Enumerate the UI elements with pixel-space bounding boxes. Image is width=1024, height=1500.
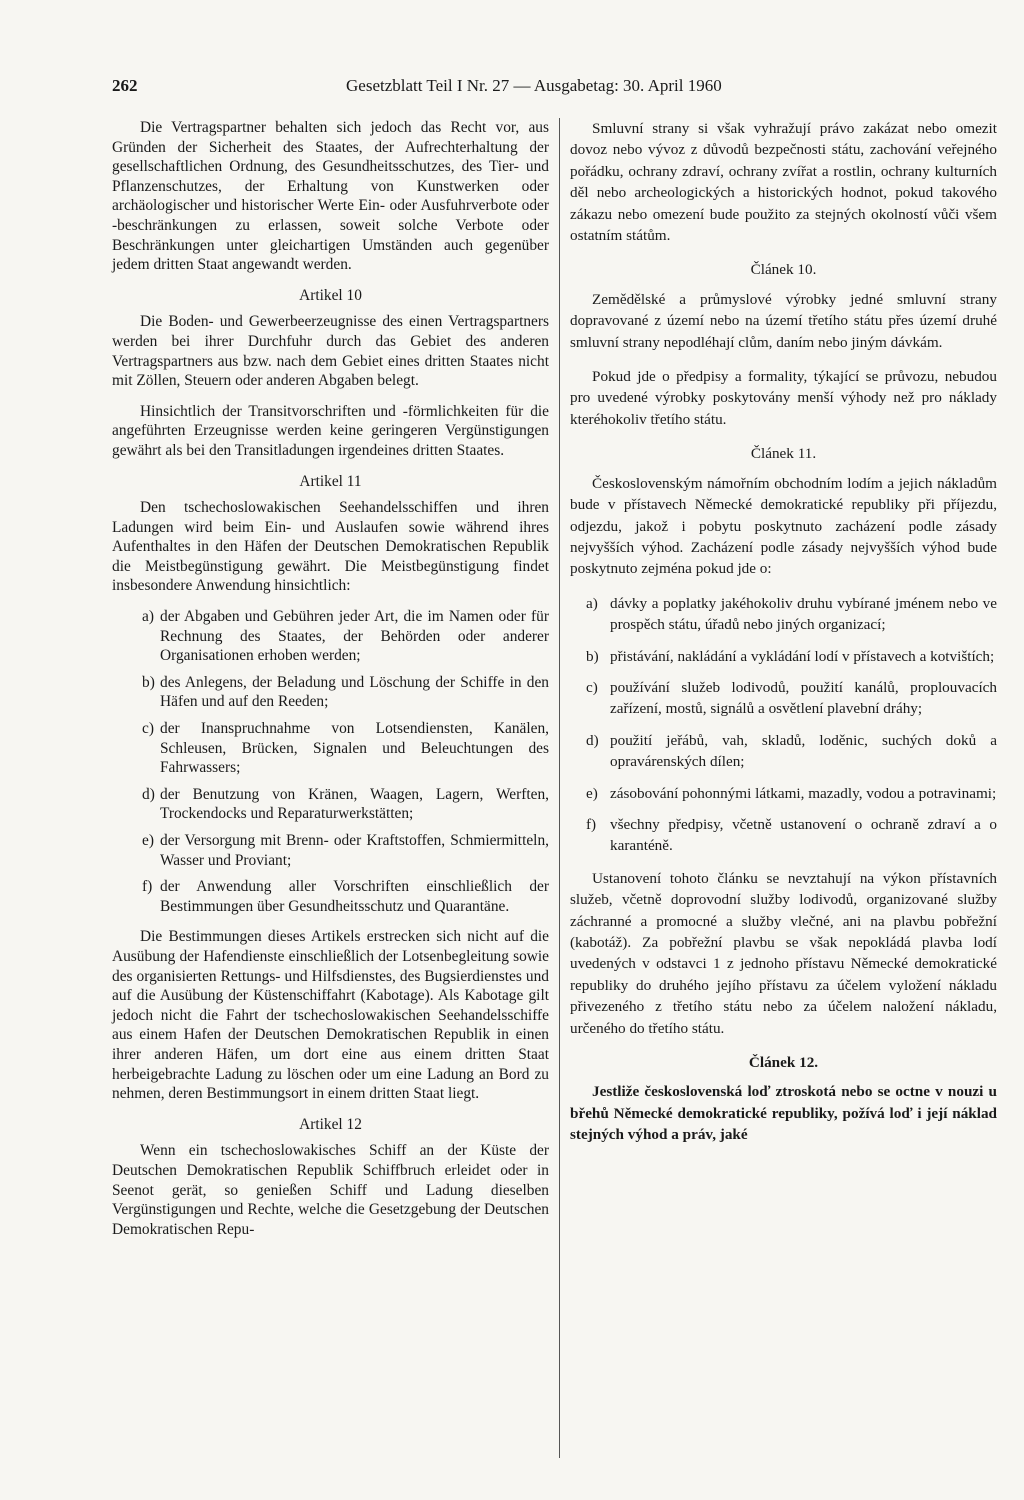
list-item [112, 831, 549, 870]
article-11-list [112, 607, 549, 916]
list-item-text: použití jeřábů, vah, skladů, loděnic, suchých doků a opravárenských dílen; [610, 731, 997, 771]
list-item-text: der Versorgung mit Brenn- oder Kraftstoffen, Schmiermitteln, Wasser und Proviant; [160, 832, 549, 869]
list-item-label: d) [142, 785, 155, 803]
article-12-paragraph-1: Jestliže československá loď ztroskotá nebo se octne v nouzi u břehů Německé demokratické republiky, požívá loď i její náklad stejných výhod a práv, jaké [570, 1083, 997, 1144]
article-11-heading: Artikel 11 [299, 472, 362, 490]
list-item-text: dávky a poplatky jakéhokoliv druhu vybírané jménem nebo ve prospěch státu, úřadů nebo jiných organizací; [610, 594, 997, 634]
list-item-text: der Abgaben und Gebühren jeder Art, die im Namen oder für Rechnung des Staates, der Behörden oder anderer Organisationen erhoben werden; [160, 608, 549, 665]
list-item-label: d) [586, 731, 599, 749]
article-11-paragraph-2: Ustanovení tohoto článku se nevztahují na výkon přístavních služeb, včetně doprovodní služby lodivodů, organizované služby záchranné a promocné a služby vlečné, ani na plavbu pobřežní (kabotáž). Za pobřežní plavbu se však nepokládá plavba lodí uvedených v odstavci 1 z jednoho přístavu Německé demokratické republiky do druhého jejího přístavu za účelem vyložení nákladu přivezeného z třetího státu nebo za účelem naložení nákladu, určeného do třetího státu. [570, 869, 997, 1037]
article-10-heading: Artikel 10 [299, 286, 362, 304]
article-10-paragraph-1: Zemědělské a průmyslové výrobky jedné smluvní strany dopravované z území nebo na území třetího státu přes území druhé smluvní strany nepodléhají clům, daním nebo jiným dávkám. [570, 290, 997, 351]
article-11-paragraph-1: Den tschechoslowakischen Seehandelsschiffen und ihren Ladungen wird beim Ein- und Auslaufen sowie während ihres Aufenthaltes in den Häfen der Deutschen Demokratischen Republik die Meistbegünstigung gewährt. Die Meistbegünstigung findet insbesondere Anwendung hinsichtlich: [112, 499, 549, 595]
list-item-label: e) [586, 784, 598, 802]
article-10-paragraph-2: Pokud jde o předpisy a formality, týkající se průvozu, nebudou pro uvedené výrobky poskytovány menší výhody než pro náklady kteréhokoliv třetího státu. [570, 368, 997, 428]
list-item [570, 783, 997, 804]
article-10-paragraph-1: Die Boden- und Gewerbeerzeugnisse des einen Vertragspartners werden bei ihrer Durchfuhr durch das Gebiet des anderen Vertragspartners aus bzw. nach dem Gebiet eines dritten Staates nicht mit Zöllen, Steuern oder anderen Abgaben belegt. [112, 313, 549, 390]
list-item [112, 785, 549, 824]
list-item-label: f) [142, 878, 153, 896]
german-column [112, 118, 549, 1250]
list-item [112, 607, 549, 666]
list-item-label: b) [142, 673, 155, 691]
article-10-heading: Článek 10. [750, 261, 817, 279]
list-item [570, 677, 997, 720]
intro-paragraph: Smluvní strany si však vyhražují právo zakázat nebo omezit dovoz nebo vývoz z důvodů bezpečnosti státu, zachování veřejného pořádku, ochrany zdraví, ochrany zvířat a rostlin, ochrany kulturních děl nebo archeologických a historických hodnot, pokud takového zákazu nebo omezení bude použito za stejných okolností vůči všem ostatním státům. [570, 120, 997, 245]
list-item [112, 673, 549, 712]
list-item-label: a) [586, 594, 598, 612]
list-item-text: der Inanspruchnahme von Lotsendiensten, Kanälen, Schleusen, Brücken, Signalen und Beleuchtungen des Fahrwassers; [160, 720, 549, 777]
article-12-heading: Článek 12. [748, 1054, 819, 1072]
list-item [570, 730, 997, 773]
list-item-label: b) [586, 647, 599, 665]
article-12-heading: Artikel 12 [299, 1115, 362, 1133]
running-head: Gesetzblatt Teil I Nr. 27 — Ausgabetag: 30. April 1960 [346, 76, 722, 95]
article-10-paragraph-2: Hinsichtlich der Transitvorschriften und -förmlichkeiten für die angeführten Erzeugnisse werden keine geringeren Vergünstigungen gewährt als bei den Transitladungen irgendeines dritten Staates. [112, 402, 549, 459]
intro-paragraph: Die Vertragspartner behalten sich jedoch das Recht vor, aus Gründen der Sicherheit des Staates, der Aufrechterhaltung der gesellschaftlichen Ordnung, des Gesundheitsschutzes, des Tier- und Pflanzenschutzes, der Erhaltung von Kunstwerken oder archäologischer und historischer Werte Ein- oder Ausfuhrverbote oder -beschränkungen zu erlassen, soweit solche Verbote oder Beschränkungen unter gleichartigen Umständen auch gegenüber jedem dritten Staat angewandt werden. [112, 119, 549, 274]
list-item-text: zásobování pohonnými látkami, mazadly, vodou a potravinami; [610, 784, 997, 802]
article-11-heading: Článek 11. [750, 445, 817, 463]
article-11-paragraph-1: Československým námořním obchodním lodím a jejich nákladům bude v přístavech Německé demokratické republiky při příjezdu, odjezdu, jakož i pobytu poskytnuto zacházení podle zásady nejvyšších výhod. Zacházení podle zásady nejvyšších výhod bude poskytnuto zejména pokud jde o: [570, 474, 997, 578]
list-item-text: všechny předpisy, včetně ustanovení o ochraně zdraví a o karanténě. [610, 815, 997, 855]
list-item-label: f) [586, 815, 597, 833]
list-item [112, 877, 549, 916]
list-item-label: a) [142, 608, 154, 626]
list-item-text: používání služeb lodivodů, použití kanálů, proplouvacích zařízení, mostů, signálů a osvětlení plavební dráhy; [610, 678, 997, 718]
page-number: 262 [112, 76, 138, 95]
list-item-label: c) [586, 678, 598, 696]
list-item-text: der Anwendung aller Vorschriften einschließlich der Bestimmungen über Gesundheitsschutz und Quarantäne. [160, 878, 549, 915]
list-item-text: der Benutzung von Kränen, Waagen, Lagern, Werften, Trockendocks und Reparaturwerkstätten; [160, 785, 549, 823]
list-item-label: e) [142, 832, 154, 849]
article-11-list [570, 593, 997, 857]
list-item-text: přistávání, nakládání a vykládání lodí v přístavech a kotvištích; [610, 647, 995, 665]
article-12-paragraph-1: Wenn ein tschechoslowakisches Schiff an der Küste der Deutschen Demokratischen Republik Schiffbruch erleidet oder in Seenot gerät, so genießen Schiff und Ladung dieselben Vergünstigungen und Rechte, welche die Gesetzgebung der Deutschen Demokratischen Repu- [112, 1142, 549, 1238]
list-item-text: des Anlegens, der Beladung und Löschung der Schiffe in den Häfen und auf den Reeden; [160, 673, 549, 711]
page-header [108, 76, 948, 98]
list-item [570, 814, 997, 857]
czech-column [570, 118, 997, 1159]
list-item-label: c) [142, 720, 154, 738]
article-11-paragraph-2: Die Bestimmungen dieses Artikels erstrecken sich nicht auf die Ausübung der Hafendienste einschließlich der Lotsenbegleitung sowie des organisierten Rettungs- und Hilfsdienstes, des Bugsierdienstes und auf die Ausübung der Küstenschiffahrt (Kabotage). Als Kabotage gilt jedoch nicht die Fahrt der tschechoslowakischen Seehandelsschiffe aus einem Hafen der Deutschen Demokratischen Republik in einen ihrer anderen Häfen, um dort eine aus einem dritten Staat herbeigebrachte Ladung zu löschen oder um eine Ladung an Bord zu nehmen, deren Bestimmungsort in einem dritten Staat liegt. [112, 928, 549, 1103]
list-item [570, 646, 997, 667]
list-item [112, 719, 549, 778]
column-divider [559, 118, 560, 1458]
list-item [570, 593, 997, 636]
